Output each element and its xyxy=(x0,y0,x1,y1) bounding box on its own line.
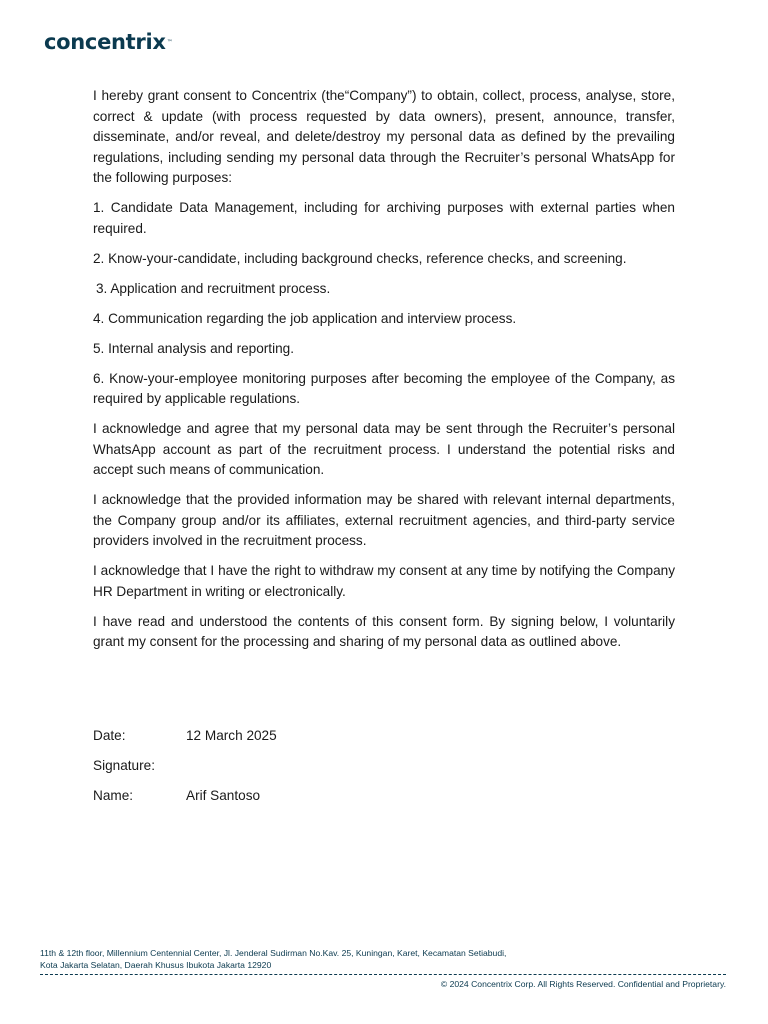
purpose-item-6: 6. Know-your-employee monitoring purposes after becoming the employee of the Company, as required by applicable regulations. xyxy=(93,370,675,406)
signature-block xyxy=(93,720,277,810)
sharing-acknowledgement-paragraph: I acknowledge that the provided information may be shared with relevant internal departments, the Company group and/or its affiliates, external recruitment agencies, and third-party service providers involved in the recruitment process. xyxy=(93,492,675,548)
trademark-mark: ™ xyxy=(166,39,173,46)
logo-wordmark: concentrix xyxy=(44,30,166,54)
signature-row xyxy=(93,750,277,780)
date-label: Date: xyxy=(93,727,126,743)
whatsapp-acknowledgement-paragraph: I acknowledge and agree that my personal data may be sent through the Recruiter’s personal WhatsApp account as part of the recruitment process. I understand the potential risks and accept such means of communication. xyxy=(93,421,675,477)
date-row xyxy=(93,720,277,750)
purpose-item-5: 5. Internal analysis and reporting. xyxy=(93,340,295,356)
consent-declaration-paragraph: I have read and understood the contents of this consent form. By signing below, I voluntarily grant my consent for the processing and sharing of my personal data as outlined above. xyxy=(93,613,675,649)
footer-divider xyxy=(40,974,726,975)
consent-body xyxy=(93,86,675,662)
date-value: 12 March 2025 xyxy=(186,727,277,743)
footer-address-line-2: Kota Jakarta Selatan, Daerah Khusus Ibukota Jakarta 12920 xyxy=(40,959,272,970)
name-value: Arif Santoso xyxy=(186,787,261,803)
withdrawal-acknowledgement-paragraph: I acknowledge that I have the right to withdraw my consent at any time by notifying the Company HR Department in writing or electronically. xyxy=(93,563,675,599)
company-logo xyxy=(44,30,172,54)
purpose-item-1: 1. Candidate Data Management, including for archiving purposes with external parties when required. xyxy=(93,200,675,236)
name-row xyxy=(93,780,277,810)
footer-address-line-1: 11th & 12th floor, Millennium Centennial Center, Jl. Jenderal Sudirman No.Kav. 25, Kuningan, Karet, Kecamatan Setiabudi, xyxy=(40,948,507,958)
signature-label: Signature: xyxy=(93,757,155,773)
purpose-item-3: 3. Application and recruitment process. xyxy=(96,280,331,296)
consent-intro-paragraph: I hereby grant consent to Concentrix (the“Company”) to obtain, collect, process, analyse, store, correct & update (with process requested by data owners), present, announce, transfer, disseminate, and/or reveal, and delete/destroy my personal data as defined by the prevailing regulations, including sending my personal data through the Recruiter’s personal WhatsApp for the following purposes: xyxy=(93,88,675,185)
purpose-item-4: 4. Communication regarding the job application and interview process. xyxy=(93,310,517,326)
purpose-item-2: 2. Know-your-candidate, including background checks, reference checks, and screening. xyxy=(93,250,627,266)
footer-copyright: © 2024 Concentrix Corp. All Rights Reserved. Confidential and Proprietary. xyxy=(440,979,726,989)
footer-address xyxy=(40,948,506,971)
name-label: Name: xyxy=(93,787,134,803)
